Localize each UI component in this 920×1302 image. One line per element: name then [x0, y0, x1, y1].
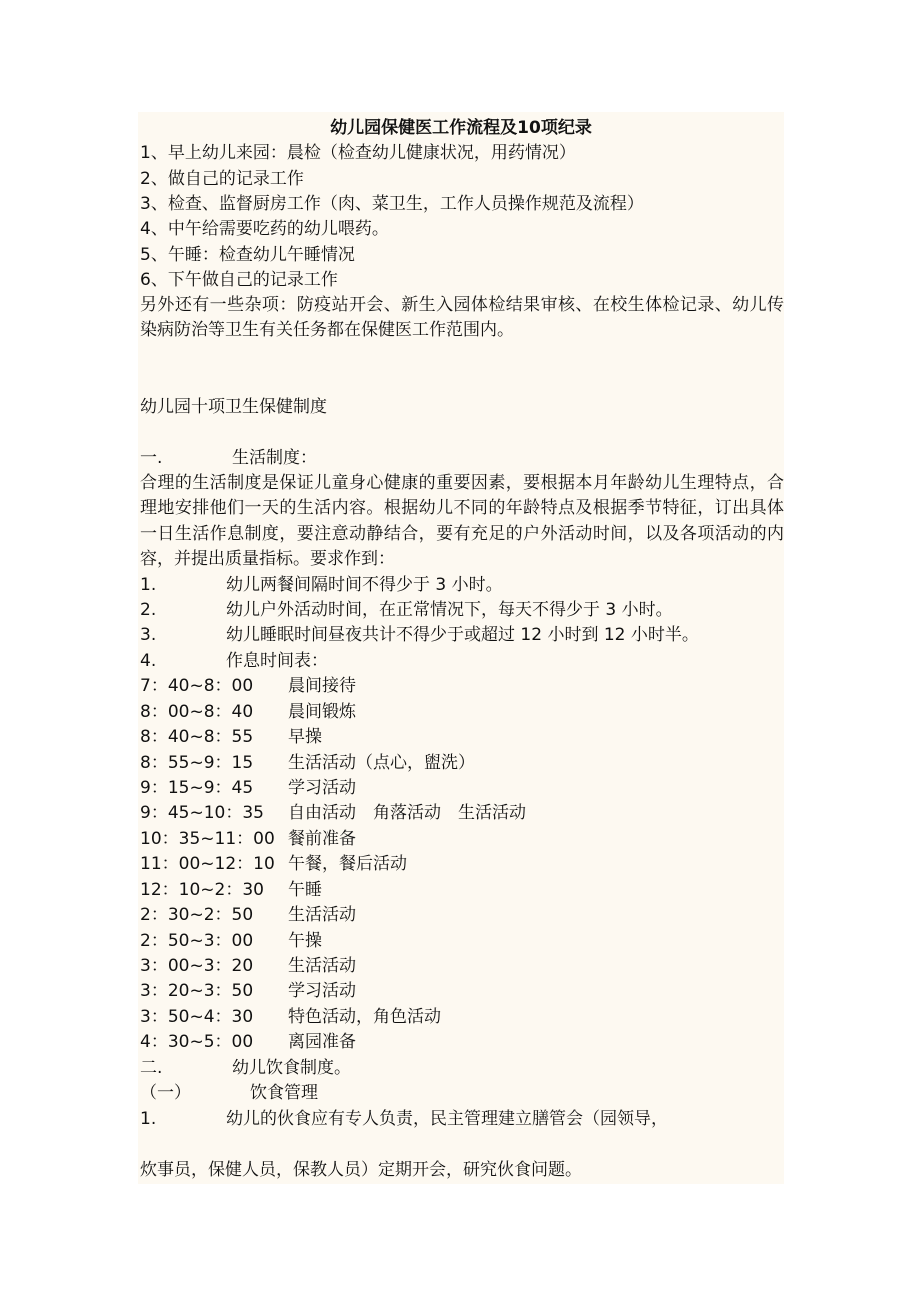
schedule-time: 10：35~11：00 — [140, 829, 275, 849]
section1-title: 生活制度： — [232, 448, 317, 468]
schedule-row — [140, 954, 356, 978]
schedule-time: 11：00~12：10 — [140, 854, 275, 874]
workflow-item: 6、下午做自己的记录工作 — [140, 270, 338, 290]
section2-number: 二. — [140, 1058, 163, 1078]
requirement-text: 幼儿睡眠时间昼夜共计不得少于或超过 12 小时到 12 小时半。 — [226, 625, 699, 645]
schedule-row — [140, 1005, 441, 1029]
schedule-activity: 晨间接待 — [288, 676, 356, 696]
schedule-time: 3：00~3：20 — [140, 956, 254, 976]
schedule-row — [140, 903, 356, 927]
schedule-activity: 午餐，餐后活动 — [288, 854, 407, 874]
schedule-activity: 学习活动 — [288, 981, 356, 1001]
schedule-time: 7：40~8：00 — [140, 676, 254, 696]
schedule-time: 3：20~3：50 — [140, 981, 254, 1001]
schedule-time: 8：40~8：55 — [140, 727, 254, 747]
section1-heading — [140, 446, 317, 470]
requirement-text: 作息时间表： — [226, 651, 328, 671]
schedule-activity: 午操 — [288, 931, 322, 951]
schedule-time: 12：10~2：30 — [140, 880, 264, 900]
requirement-item — [140, 623, 699, 647]
section2-item — [140, 1107, 668, 1131]
requirement-number: 1. — [140, 575, 157, 595]
section2-sub-number: （一） — [140, 1083, 191, 1103]
workflow-item: 2、做自己的记录工作 — [140, 169, 304, 189]
schedule-time: 8：55~9：15 — [140, 753, 254, 773]
section1-number: 一. — [140, 448, 163, 468]
requirement-number: 2. — [140, 600, 157, 620]
document-page — [138, 112, 784, 1184]
requirement-item — [140, 649, 328, 673]
requirement-number: 4. — [140, 651, 157, 671]
schedule-time: 4：30~5：00 — [140, 1032, 254, 1052]
schedule-time: 3：50~4：30 — [140, 1007, 254, 1027]
schedule-time: 8：00~8：40 — [140, 702, 254, 722]
workflow-item: 3、检查、监督厨房工作（肉、菜卫生，工作人员操作规范及流程） — [140, 194, 644, 214]
schedule-time: 9：45~10：35 — [140, 803, 264, 823]
section2-subheading — [140, 1081, 318, 1105]
section2-item-number: 1. — [140, 1109, 157, 1129]
schedule-time: 9：15~9：45 — [140, 778, 254, 798]
workflow-item: 5、午睡：检查幼儿午睡情况 — [140, 245, 355, 265]
schedule-row — [140, 1030, 356, 1054]
requirement-item — [140, 573, 503, 597]
schedule-activity: 离园准备 — [288, 1032, 356, 1052]
workflow-item: 1、早上幼儿来园：晨检（检查幼儿健康状况，用药情况） — [140, 143, 576, 163]
schedule-row — [140, 725, 322, 749]
schedule-activity: 生活活动 — [288, 905, 356, 925]
schedule-activity: 早操 — [288, 727, 322, 747]
schedule-row — [140, 674, 356, 698]
requirement-text: 幼儿户外活动时间，在正常情况下，每天不得少于 3 小时。 — [226, 600, 673, 620]
system-heading: 幼儿园十项卫生保健制度 — [140, 397, 327, 417]
section2-title: 幼儿饮食制度。 — [232, 1058, 351, 1078]
schedule-time: 2：30~2：50 — [140, 905, 254, 925]
section2-heading — [140, 1056, 351, 1080]
requirement-number: 3. — [140, 625, 157, 645]
schedule-row — [140, 776, 356, 800]
section1-intro: 合理的生活制度是保证儿童身心健康的重要因素，要根据本月年龄幼儿生理特点，合理地安排他们一天的生活内容。根据幼儿不同的年龄特点及根据季节特征，订出具体一日生活作息制度，要注意动静结合，要有充足的户外活动时间，以及各项活动的内容，并提出质量指标。要求作到： — [140, 473, 784, 570]
schedule-row — [140, 878, 322, 902]
schedule-activity: 午睡 — [288, 880, 322, 900]
requirement-text: 幼儿两餐间隔时间不得少于 3 小时。 — [226, 575, 503, 595]
schedule-row — [140, 979, 356, 1003]
schedule-row — [140, 827, 356, 851]
schedule-activity: 自由活动 角落活动 生活活动 — [288, 803, 526, 823]
section2-continuation: 炊事员，保健人员，保教人员）定期开会，研究伙食问题。 — [140, 1160, 582, 1180]
schedule-activity: 特色活动，角色活动 — [288, 1007, 441, 1027]
section2-sub-title: 饮食管理 — [250, 1083, 318, 1103]
misc-paragraph: 另外还有一些杂项：防疫站开会、新生入园体检结果审核、在校生体检记录、幼儿传染病防治等卫生有关任务都在保健医工作范围内。 — [140, 295, 784, 341]
schedule-row — [140, 751, 475, 775]
document-title: 幼儿园保健医工作流程及10项纪录 — [330, 118, 592, 138]
schedule-activity: 晨间锻炼 — [288, 702, 356, 722]
schedule-activity: 餐前准备 — [288, 829, 356, 849]
workflow-item: 4、中午给需要吃药的幼儿喂药。 — [140, 219, 389, 239]
requirement-item — [140, 598, 673, 622]
schedule-activity: 生活活动 — [288, 956, 356, 976]
schedule-row — [140, 801, 526, 825]
schedule-activity: 学习活动 — [288, 778, 356, 798]
schedule-row — [140, 929, 322, 953]
section2-item-text: 幼儿的伙食应有专人负责，民主管理建立膳管会（园领导， — [226, 1109, 668, 1129]
schedule-time: 2：50~3：00 — [140, 931, 254, 951]
schedule-activity: 生活活动（点心，盥洗） — [288, 753, 475, 773]
schedule-row — [140, 852, 407, 876]
schedule-row — [140, 700, 356, 724]
